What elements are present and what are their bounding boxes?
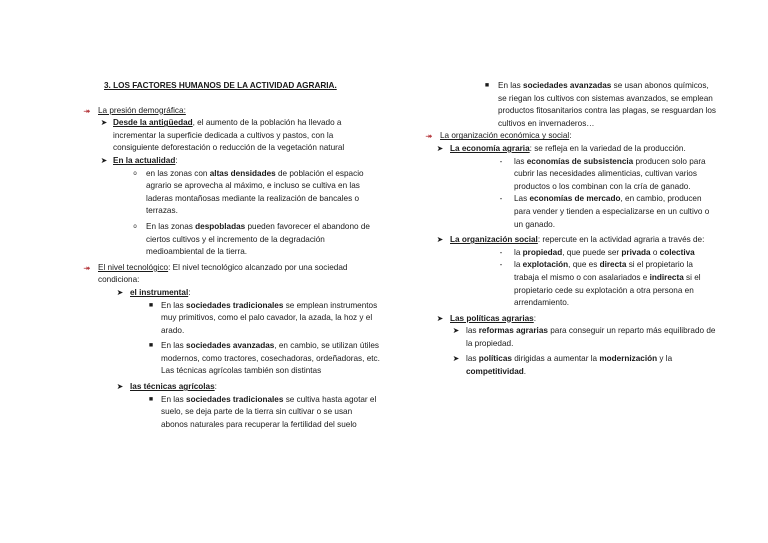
list-item: ■ En las sociedades tradicionales se emplean instrumentos muy primitivos, como el palo cavador, la azada, la hoz y el arado. (80, 300, 380, 338)
list-item: ➤ Las políticas agrarias: (418, 313, 718, 326)
arrow-bullet-icon: ➤ (436, 143, 444, 153)
list-item: ➤ el instrumental: (80, 287, 380, 300)
arrow-bullet-icon: ➤ (116, 382, 124, 392)
dash-bullet-icon: - (499, 247, 503, 257)
list-item: ➤ las reformas agrarias para conseguir un reparto más equilibrado de la propiedad. (418, 325, 718, 350)
left-column (80, 80, 380, 431)
heading-presion-demografica: ⯮ La presión demográfica: (80, 105, 380, 118)
right-column (418, 80, 718, 379)
list-item: ■ En las sociedades avanzadas se usan abonos químicos, se riegan los cultivos con sistemas avanzados, se emplean productos fitosanitarios contra las plagas, se resguardan los cultivos en invernaderos… (418, 80, 718, 130)
circle-bullet-icon: o (133, 223, 137, 230)
list-item: ➤ La organización social: repercute en la actividad agraria a través de: (418, 234, 718, 247)
arrow-bullet-icon: ➤ (436, 235, 444, 245)
arrow-bullet-icon: ➤ (116, 287, 124, 297)
dash-bullet-icon: - (499, 156, 503, 166)
square-bullet-icon: ■ (148, 342, 154, 350)
list-item: ➤ En la actualidad: (80, 155, 380, 168)
square-bullet-icon: ■ (148, 395, 154, 403)
list-item: ■ En las sociedades avanzadas, en cambio, se utilizan útiles modernos, como tractores, cosechadoras, ordeñadoras, etc. Las técnicas agrícolas también son distintas (80, 340, 380, 378)
arrow-bullet-icon: ➤ (452, 326, 460, 336)
square-bullet-icon: ■ (148, 301, 154, 309)
dash-bullet-icon: - (499, 194, 503, 204)
list-item: ➤ La economía agraria: se refleja en la variedad de la producción. (418, 143, 718, 156)
section-title: 3. LOS FACTORES HUMANOS DE LA ACTIVIDAD AGRARIA. (104, 81, 337, 90)
list-item: o en las zonas con altas densidades de población el espacio agrario se aprovecha al máximo, e incluso se cultiva en las laderas montañosas mediante la realización de bancales o terrazas. (80, 168, 380, 218)
list-item: ➤ Desde la antigüedad, el aumento de la población ha llevado a incrementar la superficie dedicada a cultivos y pastos, con la consiguiente deforestación o reducción de la vegetación natural (80, 117, 380, 155)
pin-icon: ⯮ (425, 131, 433, 141)
heading-nivel-tecnologico: ⯮ El nivel tecnológico: El nivel tecnológico alcanzado por una sociedad condiciona: (80, 262, 380, 287)
square-bullet-icon: ■ (484, 82, 490, 89)
arrow-bullet-icon: ➤ (436, 313, 444, 323)
list-item: o En las zonas despobladas pueden favorecer el abandono de ciertos cultivos y el incremento de la degradación medioambiental de la tierra. (80, 221, 380, 259)
list-item: ■ En las sociedades tradicionales se cultiva hasta agotar el suelo, se deja parte de la tierra sin cultivar o se usan abonos naturales para recuperar la fertilidad del suelo (80, 394, 380, 432)
pin-icon: ⯮ (83, 262, 91, 272)
circle-bullet-icon: o (133, 170, 137, 177)
list-item: - Las economías de mercado, en cambio, producen para vender y tienden a especializarse en un cultivo o un ganado. (418, 193, 718, 231)
list-item: ➤ las políticas dirigidas a aumentar la modernización y la competitividad. (418, 353, 718, 378)
pin-icon: ⯮ (83, 105, 91, 115)
arrow-bullet-icon: ➤ (100, 118, 108, 128)
arrow-bullet-icon: ➤ (100, 155, 108, 165)
dash-bullet-icon: - (499, 260, 503, 270)
list-item: - la explotación, que es directa si el propietario la trabaja el mismo o con asalariados e indirecta si el propietario cede su explotación a otra persona en arrendamiento. (418, 259, 718, 309)
list-item: ➤ las técnicas agrícolas: (80, 381, 380, 394)
heading-organizacion-economica: ⯮ La organización económica y social: (418, 130, 718, 143)
list-item: - las economías de subsistencia producen solo para cubrir las necesidades alimenticias, cultivan varios productos o los combinan con la cría de ganado. (418, 156, 718, 194)
list-item: - la propiedad, que puede ser privada o colectiva (418, 247, 718, 260)
arrow-bullet-icon: ➤ (452, 354, 460, 364)
